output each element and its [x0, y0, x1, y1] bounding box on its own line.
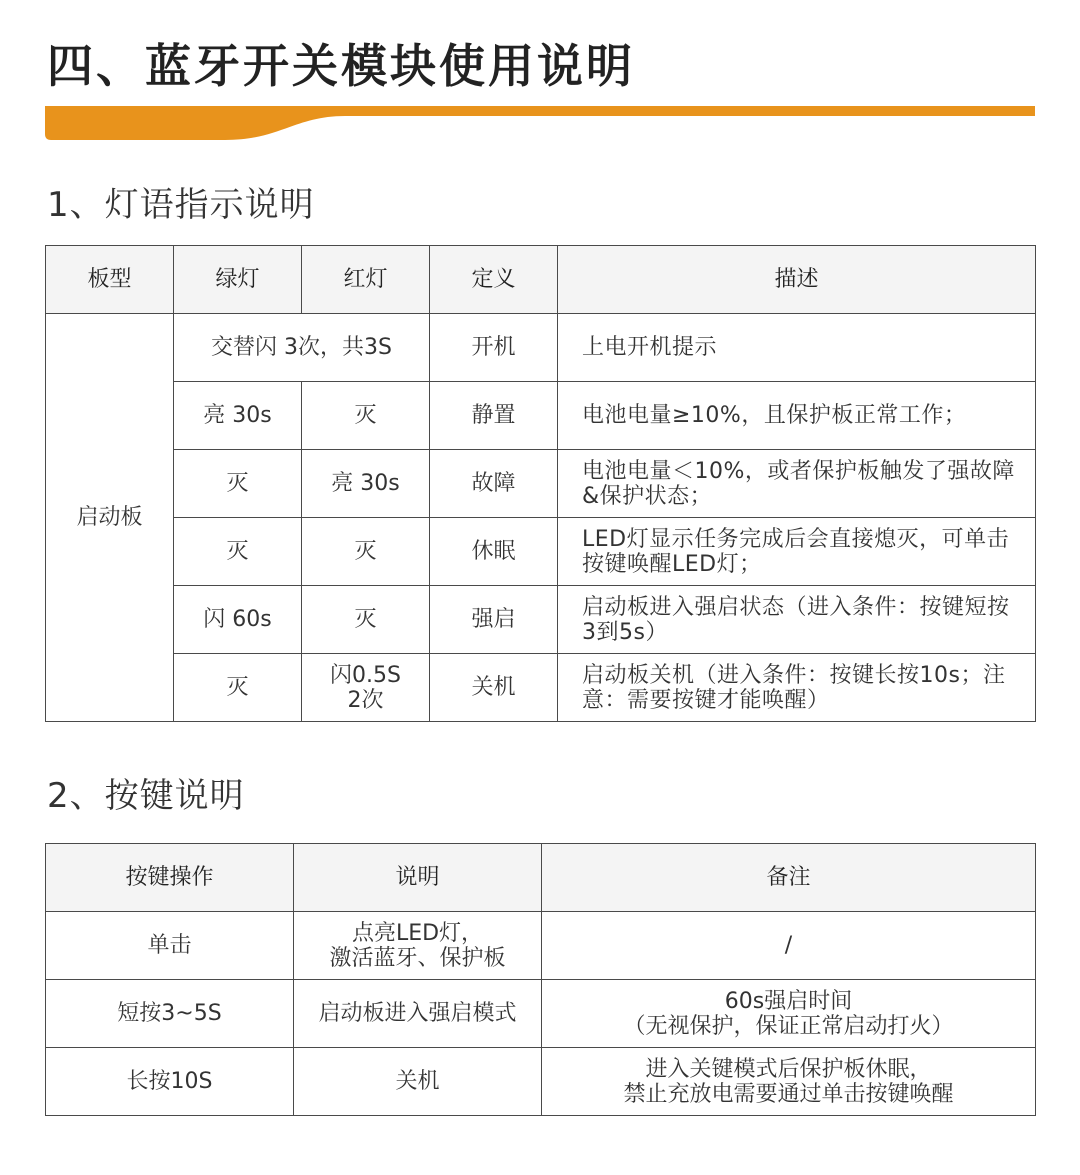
page-title: 四、蓝牙开关模块使用说明: [47, 39, 635, 93]
description-cell: 电池电量＜10%，或者保护板触发了强故障&保护状态；: [558, 450, 1036, 518]
remark-line: （无视保护，保证正常启动打火）: [623, 1013, 954, 1039]
definition-cell: 休眠: [430, 518, 558, 586]
header-explanation: 说明: [294, 844, 542, 912]
remark-line: 进入关键模式后保护板休眠，: [645, 1056, 932, 1082]
header-description: 描述: [558, 246, 1036, 314]
key-operation-cell: 单击: [46, 912, 294, 980]
light-indicator-table: [45, 245, 1036, 722]
explanation-line: 点亮LED灯，: [351, 920, 484, 946]
description-cell: 电池电量≥10%，且保护板正常工作；: [558, 382, 1036, 450]
definition-cell: 关机: [430, 654, 558, 722]
key-operation-cell: 长按10S: [46, 1048, 294, 1116]
remark-cell: /: [542, 912, 1036, 980]
key-operation-cell: 短按3~5S: [46, 980, 294, 1048]
explanation-line: 激活蓝牙、保护板: [329, 945, 506, 971]
remark-line: 禁止充放电需要通过单击按键唤醒: [623, 1081, 954, 1107]
header-board: 板型: [46, 246, 174, 314]
description-cell: 启动板关机（进入条件：按键长按10s；注意：需要按键才能唤醒）: [558, 654, 1036, 722]
table-header-row: [46, 246, 1036, 314]
table-row: [46, 586, 1036, 654]
table-header-row: [46, 844, 1036, 912]
red-light-cell: 亮 30s: [302, 450, 430, 518]
green-light-cell: 亮 30s: [174, 382, 302, 450]
definition-cell: 强启: [430, 586, 558, 654]
red-light-cell: 灭: [302, 382, 430, 450]
table-row: [46, 980, 1036, 1048]
red-light-cell: 灭: [302, 518, 430, 586]
definition-cell: 故障: [430, 450, 558, 518]
section-title-key: 2、按键说明: [47, 776, 245, 816]
section-title-light: 1、灯语指示说明: [47, 185, 315, 225]
red-light-cell: [302, 654, 430, 722]
definition-cell: 静置: [430, 382, 558, 450]
table-row: [46, 912, 1036, 980]
explanation-cell: 启动板进入强启模式: [294, 980, 542, 1048]
header-definition: 定义: [430, 246, 558, 314]
table-row: [46, 1048, 1036, 1116]
red-light-line: 2次: [347, 687, 384, 713]
red-light-line: 闪0.5S: [330, 662, 401, 688]
explanation-cell: [294, 912, 542, 980]
table-row: [46, 518, 1036, 586]
table-row: [46, 654, 1036, 722]
description-cell: LED灯显示任务完成后会直接熄灭，可单击按键唤醒LED灯；: [558, 518, 1036, 586]
green-light-cell: 闪 60s: [174, 586, 302, 654]
title-underline-shape: [45, 106, 1035, 140]
green-light-cell: 灭: [174, 654, 302, 722]
green-light-cell: 灭: [174, 518, 302, 586]
description-cell: 启动板进入强启状态（进入条件：按键短按3到5s）: [558, 586, 1036, 654]
definition-cell: 开机: [430, 314, 558, 382]
table-row: [46, 382, 1036, 450]
header-key-operation: 按键操作: [46, 844, 294, 912]
red-light-cell: 灭: [302, 586, 430, 654]
remark-line: 60s强启时间: [724, 988, 853, 1014]
explanation-cell: 关机: [294, 1048, 542, 1116]
key-operation-table: [45, 843, 1036, 1116]
green-light-cell: 灭: [174, 450, 302, 518]
header-green-light: 绿灯: [174, 246, 302, 314]
table-row: [46, 450, 1036, 518]
table-row: [46, 314, 1036, 382]
remark-cell: [542, 1048, 1036, 1116]
header-remark: 备注: [542, 844, 1036, 912]
description-cell: 上电开机提示: [558, 314, 1036, 382]
board-name-cell: 启动板: [46, 314, 174, 722]
header-red-light: 红灯: [302, 246, 430, 314]
remark-cell: [542, 980, 1036, 1048]
title-underline-bar: [45, 106, 1035, 142]
combined-light-cell: 交替闪 3次，共3S: [174, 314, 430, 382]
